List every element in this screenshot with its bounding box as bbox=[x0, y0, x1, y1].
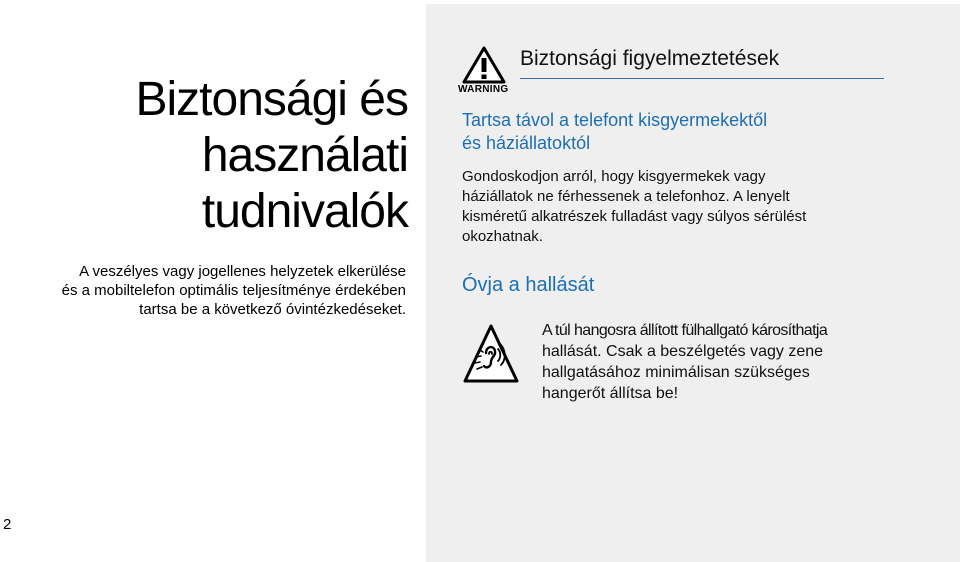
section-divider bbox=[520, 78, 884, 79]
paragraph-hearing bbox=[542, 320, 902, 404]
page-title bbox=[136, 72, 409, 240]
paragraph-line: Gondoskodjon arról, hogy kisgyermekek vagy bbox=[462, 168, 766, 185]
subheading-line: és háziállatoktól bbox=[462, 133, 591, 153]
warning-label: WARNING bbox=[458, 84, 509, 95]
paragraph-line: kisméretű alkatrészek fulladást vagy súlyos sérülést bbox=[462, 208, 807, 225]
intro-text bbox=[6, 262, 406, 319]
paragraph-line: háziállatok ne férhessenek a telefonhoz. A lenyelt bbox=[462, 188, 790, 205]
paragraph-line: hallását. Csak a beszélgetés vagy zene bbox=[542, 343, 824, 360]
paragraph-line: okozhatnak. bbox=[462, 228, 543, 245]
intro-line: A veszélyes vagy jogellenes helyzetek elkerülése bbox=[79, 263, 406, 280]
page-number: 2 bbox=[3, 516, 12, 533]
subheading-line: Tartsa távol a telefont kisgyermekektől bbox=[462, 110, 768, 130]
paragraph-line: hangerőt állítsa be! bbox=[542, 385, 679, 402]
warning-triangle-icon bbox=[462, 46, 506, 84]
paragraph-line: A túl hangosra állított fülhallgató károsíthatja bbox=[542, 322, 828, 339]
left-column bbox=[0, 0, 426, 562]
paragraph-children-pets bbox=[462, 167, 882, 247]
title-line: Biztonsági és bbox=[135, 73, 408, 126]
intro-line: tartsa be a következő óvintézkedéseket. bbox=[139, 301, 406, 318]
paragraph-line: hallgatásához minimálisan szükséges bbox=[542, 364, 810, 381]
title-line: tudnivalók bbox=[201, 185, 408, 238]
subheading-hearing: Óvja a hallását bbox=[462, 274, 595, 296]
subheading-children-pets bbox=[462, 109, 767, 155]
hearing-warning-icon bbox=[462, 323, 520, 385]
title-line: használati bbox=[201, 129, 408, 182]
section-title: Biztonsági figyelmeztetések bbox=[520, 47, 780, 70]
intro-line: és a mobiltelefon optimális teljesítménye érdekében bbox=[61, 282, 406, 299]
